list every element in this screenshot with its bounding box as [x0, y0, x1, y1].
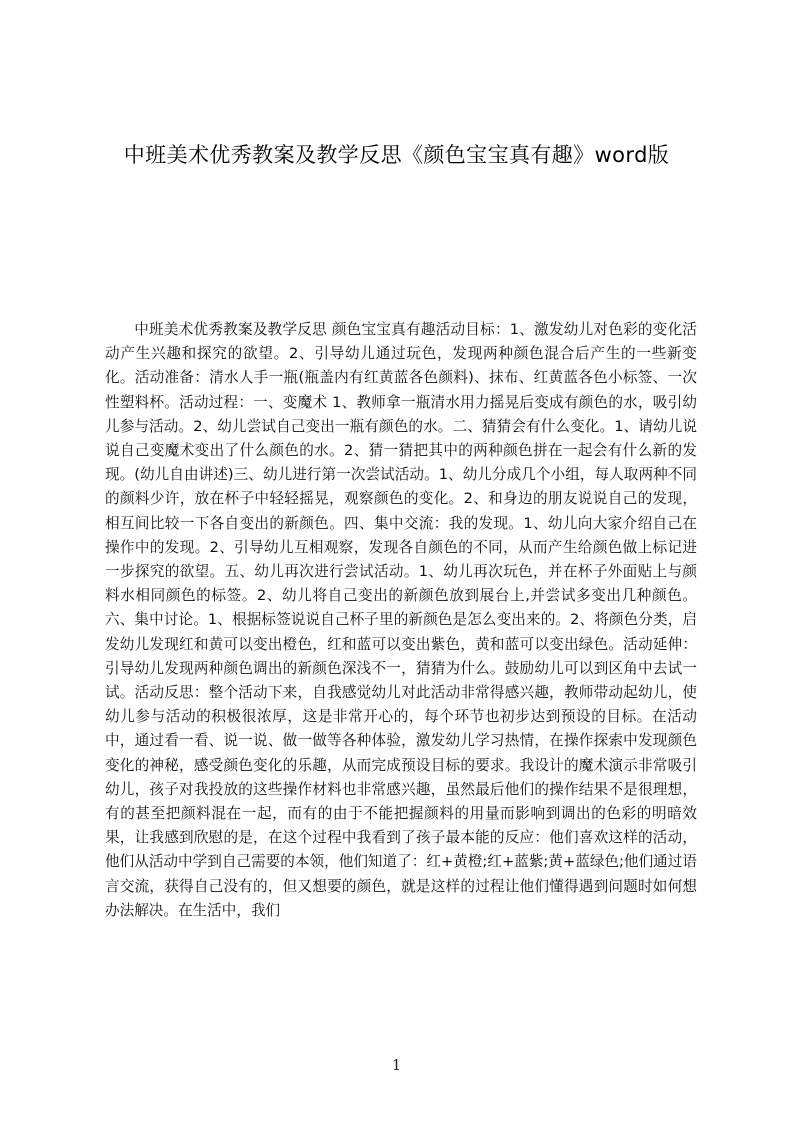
document-title: 中班美术优秀教案及教学反思《颜色宝宝真有趣》word版 — [123, 143, 670, 167]
document-body-paragraph: 中班美术优秀教案及教学反思 颜色宝宝真有趣活动目标：1、激发幼儿对色彩的变化活动产生兴趣和探究的欲望。2、引导幼儿通过玩色，发现两种颜色混合后产生的一些新变化。活动准备：清水人手一瓶(瓶盖内有红黄蓝各色颜料)、抹布、红黄蓝各色小标签、一次性塑料杯。活动过程：一、变魔术 1、教师拿一瓶清水用力摇晃后变成有颜色的水，吸引幼儿参与活动。2、幼儿尝试自己变出一瓶有颜色的水。二、猜猜会有什么变化。1、请幼儿说说自己变魔术变出了什么颜色的水。2、猜一猜把其中的两种颜色拼在一起会有什么新的发现。(幼儿自由讲述)三、幼儿进行第一次尝试活动。1、幼儿分成几个小组，每人取两种不同的颜料少许，放在杯子中轻轻摇晃，观察颜色的变化。2、和身边的朋友说说自己的发现，相互间比较一下各自变出的新颜色。四、集中交流：我的发现。1、幼儿向大家介绍自己在操作中的发现。2、引导幼儿互相观察，发现各自颜色的不同，从而产生给颜色做上标记进一步探究的欲望。五、幼儿再次进行尝试活动。1、幼儿再次玩色，并在杯子外面贴上与颜料水相同颜色的标签。2、幼儿将自己变出的新颜色放到展台上,并尝试多变出几种颜色。 六、集中讨论。1、根据标签说说自己杯子里的新颜色是怎么变出来的。2、将颜色分类，启发幼儿发现红和黄可以变出橙色，红和蓝可以变出紫色，黄和蓝可以变出绿色。活动延伸：引导幼儿发现两种颜色调出的新颜色深浅不一，猜猜为什么。鼓励幼儿可以到区角中去试一试。活动反思：整个活动下来，自我感觉幼儿对此活动非常得感兴趣，教师带动起幼儿，使幼儿参与活动的积极很浓厚，这是非常开心的，每个环节也初步达到预设的目标。在活动中，通过看一看、说一说、做一做等各种体验，激发幼儿学习热情，在操作探索中发现颜色变化的神秘，感受颜色变化的乐趣，从而完成预设目标的要求。我设计的魔术演示非常吸引幼儿，孩子对我投放的这些操作材料也非常感兴趣，虽然最后他们的操作结果不是很理想，有的甚至把颜料混在一起，而有的由于不能把握颜料的用量而影响到调出的色彩的明暗效果，让我感到欣慰的是，在这个过程中我看到了孩子最本能的反应：他们喜欢这样的活动，他们从活动中学到自己需要的本领，他们知道了：红+黄橙;红+蓝紫;黄+蓝绿色;他们通过语言交流，获得自己没有的，但又想要的颜色，就是这样的过程让他们懂得遇到问题时如何想办法解决。在生活中，我们 — [105, 321, 697, 919]
page-number: 1 — [391, 1056, 402, 1074]
